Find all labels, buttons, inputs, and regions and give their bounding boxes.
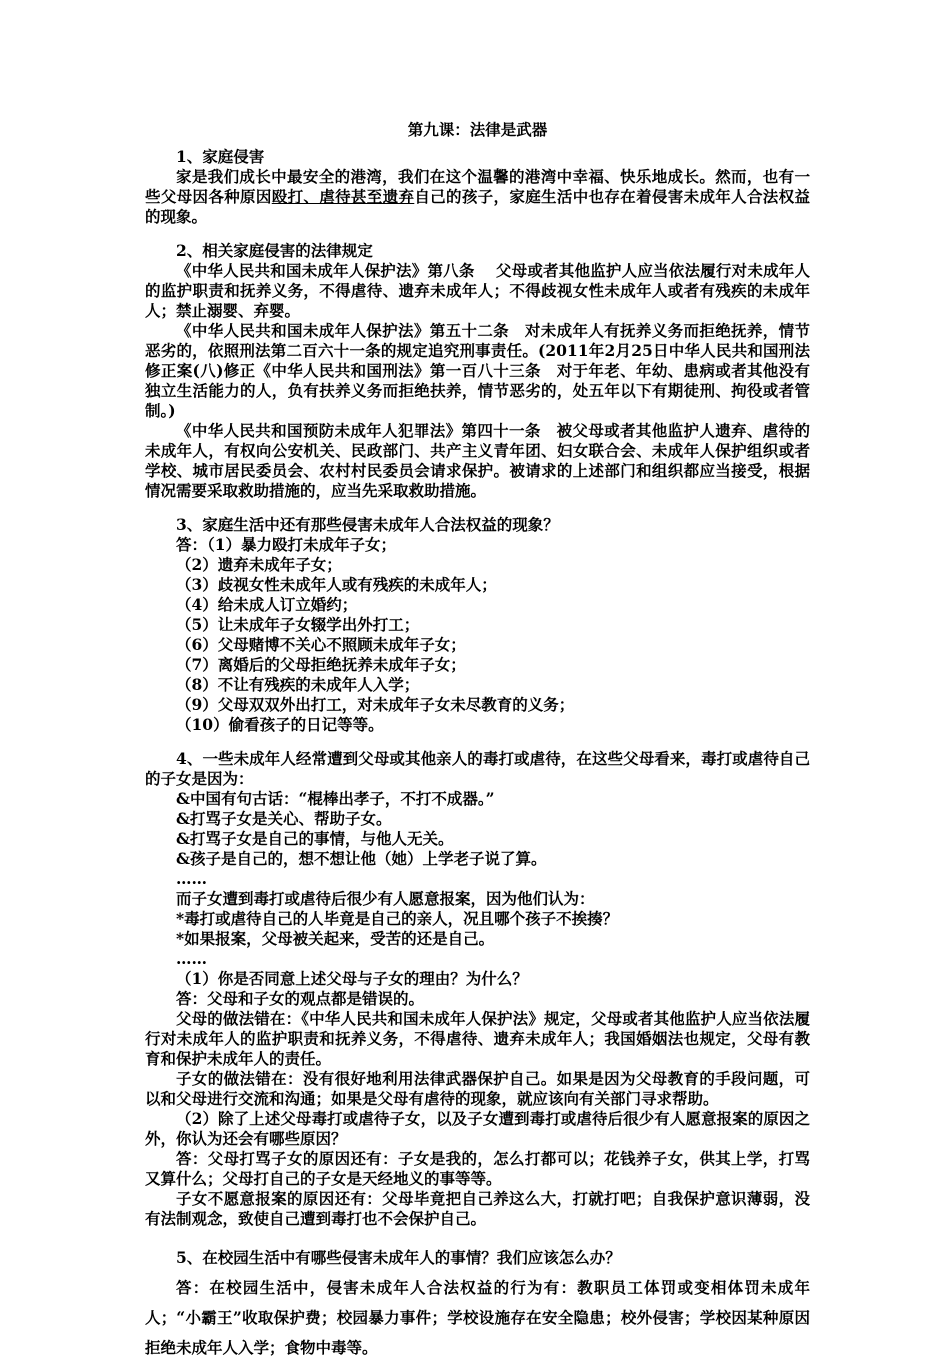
section-4: [145, 749, 810, 1229]
section-heading: 4、一些未成年人经常遭到父母或其他亲人的毒打或虐待，在这些父母看来，毒打或虐待自己的子女是因为：: [145, 749, 810, 788]
list-item: *毒打或虐待自己的人毕竟是自己的亲人，况且哪个孩子不挨揍？: [176, 909, 619, 928]
section-1: [145, 147, 810, 227]
section-3: [145, 515, 810, 735]
paragraph: 子女不愿意报案的原因还有：父母毕竟把自己养这么大，打就打吧；自我保护意识薄弱，没有法制观念，致使自己遭到毒打也不会保护自己。: [145, 1189, 810, 1228]
list-item: （3）歧视女性未成年人或有残疾的未成年人；: [176, 575, 497, 594]
list-item: （5）让未成年子女辍学出外打工；: [176, 615, 420, 634]
paragraph: 《中华人民共和国未成年人保护法》第五十二条 对未成年人有抚养义务而拒绝抚养，情节恶劣的，依照刑法第二百六十一条的规定追究刑事责任。(2011年2月25日中华人民共和国刑法修正案(八)修正《中华人民共和国刑法》第一百八十三条 对于年老、年幼、患病或者其他没有独立生活能力的人，负有扶养义务而拒绝扶养，情节恶劣的，处五年以下有期徒刑、拘役或者管制。): [145, 321, 810, 420]
ellipsis: ……: [176, 949, 207, 968]
section-2: [145, 241, 810, 501]
section-heading: 3、家庭生活中还有那些侵害未成年人合法权益的现象？: [176, 515, 559, 534]
underlined-text: 殴打、虐待甚至遗弃: [271, 187, 415, 206]
list-item: *如果报案，父母被关起来，受苦的还是自己。: [176, 929, 495, 948]
paragraph: 父母的做法错在：《中华人民共和国未成年人保护法》规定，父母或者其他监护人应当依法履行对未成年人的监护职责和抚养义务，不得虐待、遗弃未成年人；我国婚姻法也规定，父母有教育和保护未成年人的责任。: [145, 1009, 810, 1068]
list-item: （6）父母赌博不关心不照顾未成年子女；: [176, 635, 466, 654]
ellipsis: ……: [176, 869, 207, 888]
document-page: [145, 120, 810, 1363]
list-item: &打骂子女是关心、帮助子女。: [176, 809, 392, 828]
question: （2）除了上述父母毒打或虐待子女，以及子女遭到毒打或虐待后很少有人愿意报案的原因之外，你认为还会有哪些原因？: [145, 1109, 810, 1148]
list-item: &中国有句古话：“棍棒出孝子，不打不成器。”: [176, 789, 495, 808]
text-run: 自己的孩子，家庭生活中也存在着侵害未成年人合法权益的现象。: [145, 187, 810, 226]
question: 5、在校园生活中有哪些侵害未成年人的事情？我们应该怎么办？: [176, 1248, 621, 1267]
answer-line: 答：父母和子女的观点都是错误的。: [176, 989, 425, 1008]
list-item: &孩子是自己的，想不想让他（她）上学老子说了算。: [176, 849, 547, 868]
answer-line: 答：（1）暴力殴打未成年子女；: [176, 535, 397, 554]
paragraph: 子女的做法错在：没有很好地利用法律武器保护自己。如果是因为父母教育的手段问题，可以和父母进行交流和沟通；如果是父母有虐待的现象，就应该向有关部门寻求帮助。: [145, 1069, 810, 1108]
list-item: &打骂子女是自己的事情，与他人无关。: [176, 829, 454, 848]
list-item: （10）偷看孩子的日记等等。: [176, 715, 384, 734]
list-item: （2）遗弃未成年子女；: [176, 555, 342, 574]
paragraph: 答：父母打骂子女的原因还有：子女是我的，怎么打都可以；花钱养子女，供其上学，打骂又算什么；父母打自己的子女是天经地义的事等等。: [145, 1149, 810, 1188]
list-item: （8）不让有残疾的未成年人入学；: [176, 675, 420, 694]
list-item: （4）给未成人订立婚约；: [176, 595, 358, 614]
paragraph: 而子女遭到毒打或虐待后很少有人愿意报案，因为他们认为：: [176, 889, 595, 908]
paragraph: [145, 167, 810, 227]
paragraph: 答：在校园生活中，侵害未成年人合法权益的行为有：教职员工体罚或变相体罚未成年人；“小霸王”收取保护费；校园暴力事件；学校设施存在安全隐患；校外侵害；学校因某种原因拒绝未成年人入学；食物中毒等。: [145, 1278, 810, 1357]
text-run: 家是我们成长中最安全的港湾，我们在这个温馨的港湾中幸福、快乐地成长。然而，也有一些父母因各种原因: [145, 167, 810, 206]
section-5: [145, 1243, 810, 1363]
paragraph: 《中华人民共和国预防未成年人犯罪法》第四十一条 被父母或者其他监护人遗弃、虐待的未成年人，有权向公安机关、民政部门、共产主义青年团、妇女联合会、未成年人保护组织或者学校、城市居民委员会、农村村民委员会请求保护。被请求的上述部门和组织都应当接受，根据情况需要采取救助措施的，应当先采取救助措施。: [145, 421, 810, 500]
page-title: 第九课：法律是武器: [407, 120, 548, 139]
list-item: （7）离婚后的父母拒绝抚养未成年子女；: [176, 655, 466, 674]
question: （1）你是否同意上述父母与子女的理由？为什么？: [176, 969, 528, 988]
paragraph: 《中华人民共和国未成年人保护法》第八条 父母或者其他监护人应当依法履行对未成年人的监护职责和抚养义务，不得虐待、遗弃未成年人；不得歧视女性未成年人或者有残疾的未成年人；禁止溺婴、弃婴。: [145, 261, 810, 320]
section-heading: 1、家庭侵害: [176, 147, 265, 166]
list-item: （9）父母双双外出打工，对未成年子女未尽教育的义务；: [176, 695, 575, 714]
section-heading: 2、相关家庭侵害的法律规定: [176, 241, 373, 260]
